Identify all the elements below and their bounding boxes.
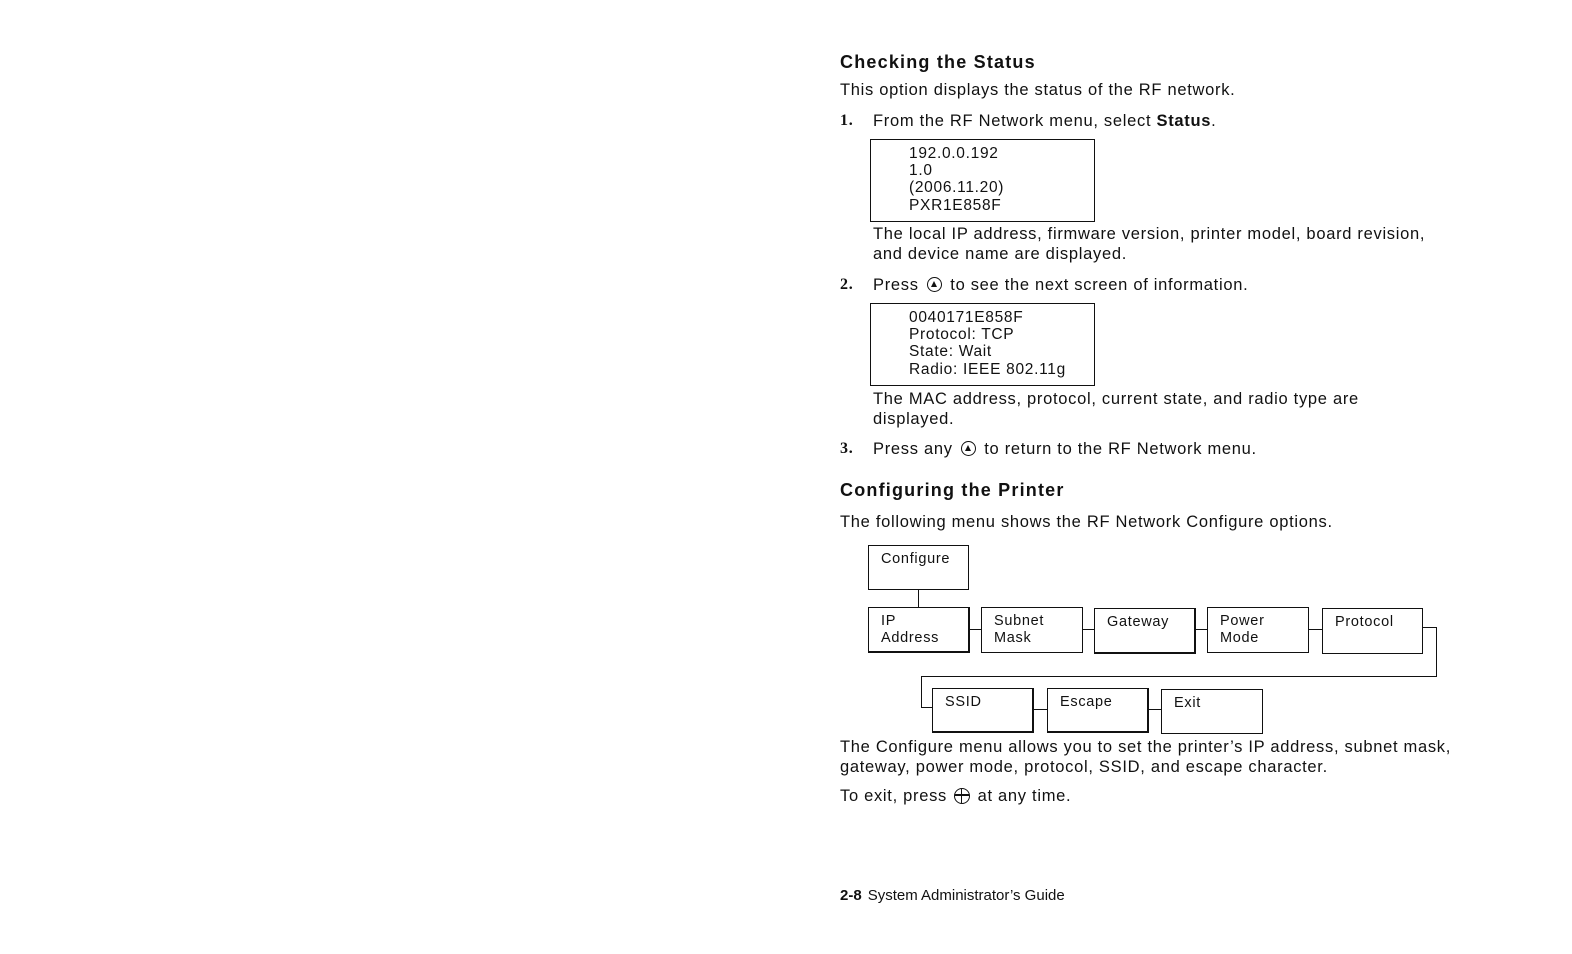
screen-line: Radio: IEEE 802.11g — [909, 360, 1066, 378]
up-arrow-button-icon — [927, 277, 942, 292]
connector-line — [1436, 627, 1437, 677]
menu-node-ip-address: IP Address — [868, 607, 970, 653]
menu-node-escape: Escape — [1047, 688, 1149, 733]
screen-line: 1.0 — [909, 162, 933, 180]
configure-intro: The following menu shows the RF Network Configure options. — [840, 513, 1333, 531]
connector-line — [1148, 709, 1162, 710]
screen-2-description: The MAC address, protocol, current state, and radio type are displayed. — [873, 390, 1359, 428]
document-title: System Administrator’s Guide — [867, 887, 1065, 904]
menu-node-subnet-mask: Subnet Mask — [981, 607, 1083, 653]
screen-line: (2006.11.20) — [909, 179, 1005, 197]
connector-line — [1422, 627, 1437, 628]
screen-line: PXR1E858F — [909, 196, 1002, 214]
status-intro: This option displays the status of the RF network. — [840, 81, 1236, 99]
connector-line — [1308, 629, 1322, 630]
screen-line: 0040171E858F — [909, 309, 1024, 326]
lcd-screen-status-2 — [870, 303, 1095, 386]
menu-node-power-mode: Power Mode — [1207, 607, 1309, 653]
section-heading-configure: Configuring the Printer — [840, 480, 1065, 500]
connector-line — [921, 676, 922, 708]
screen-line: Protocol: TCP — [909, 326, 1015, 344]
page-number: 2-8 — [840, 887, 862, 904]
section-heading-status: Checking the Status — [840, 52, 1036, 72]
configure-description: The Configure menu allows you to set the printer’s IP address, subnet mask, gateway, power mode, protocol, SSID, and escape character. — [840, 738, 1452, 776]
connector-line — [918, 590, 919, 608]
escape-button-icon — [954, 788, 970, 804]
screen-1-description: The local IP address, firmware version, printer model, board revision, and device name are displayed. — [873, 225, 1426, 263]
menu-node-gateway: Gateway — [1094, 608, 1196, 654]
menu-node-configure: Configure — [868, 545, 969, 590]
connector-line — [921, 676, 1437, 677]
lcd-screen-status-1 — [870, 139, 1095, 222]
screen-line: State: Wait — [909, 343, 992, 361]
menu-node-protocol: Protocol — [1322, 608, 1423, 654]
up-arrow-button-icon — [961, 441, 976, 456]
step-number-2: 2. — [840, 276, 854, 293]
menu-node-ssid: SSID — [932, 688, 1034, 733]
exit-instruction: To exit, press at any time. — [840, 787, 1072, 805]
connector-line — [1033, 709, 1048, 710]
step-1-text: From the RF Network menu, select Status. — [873, 112, 1217, 130]
step-number-3: 3. — [840, 440, 854, 457]
page-footer — [840, 887, 1065, 904]
menu-node-exit: Exit — [1161, 689, 1263, 734]
status-keyword: Status — [1156, 112, 1212, 130]
step-3-text: Press any to return to the RF Network menu. — [873, 440, 1257, 458]
screen-line: 192.0.0.192 — [909, 145, 999, 162]
step-2-text: Press to see the next screen of information. — [873, 276, 1249, 294]
step-number-1: 1. — [840, 112, 854, 129]
